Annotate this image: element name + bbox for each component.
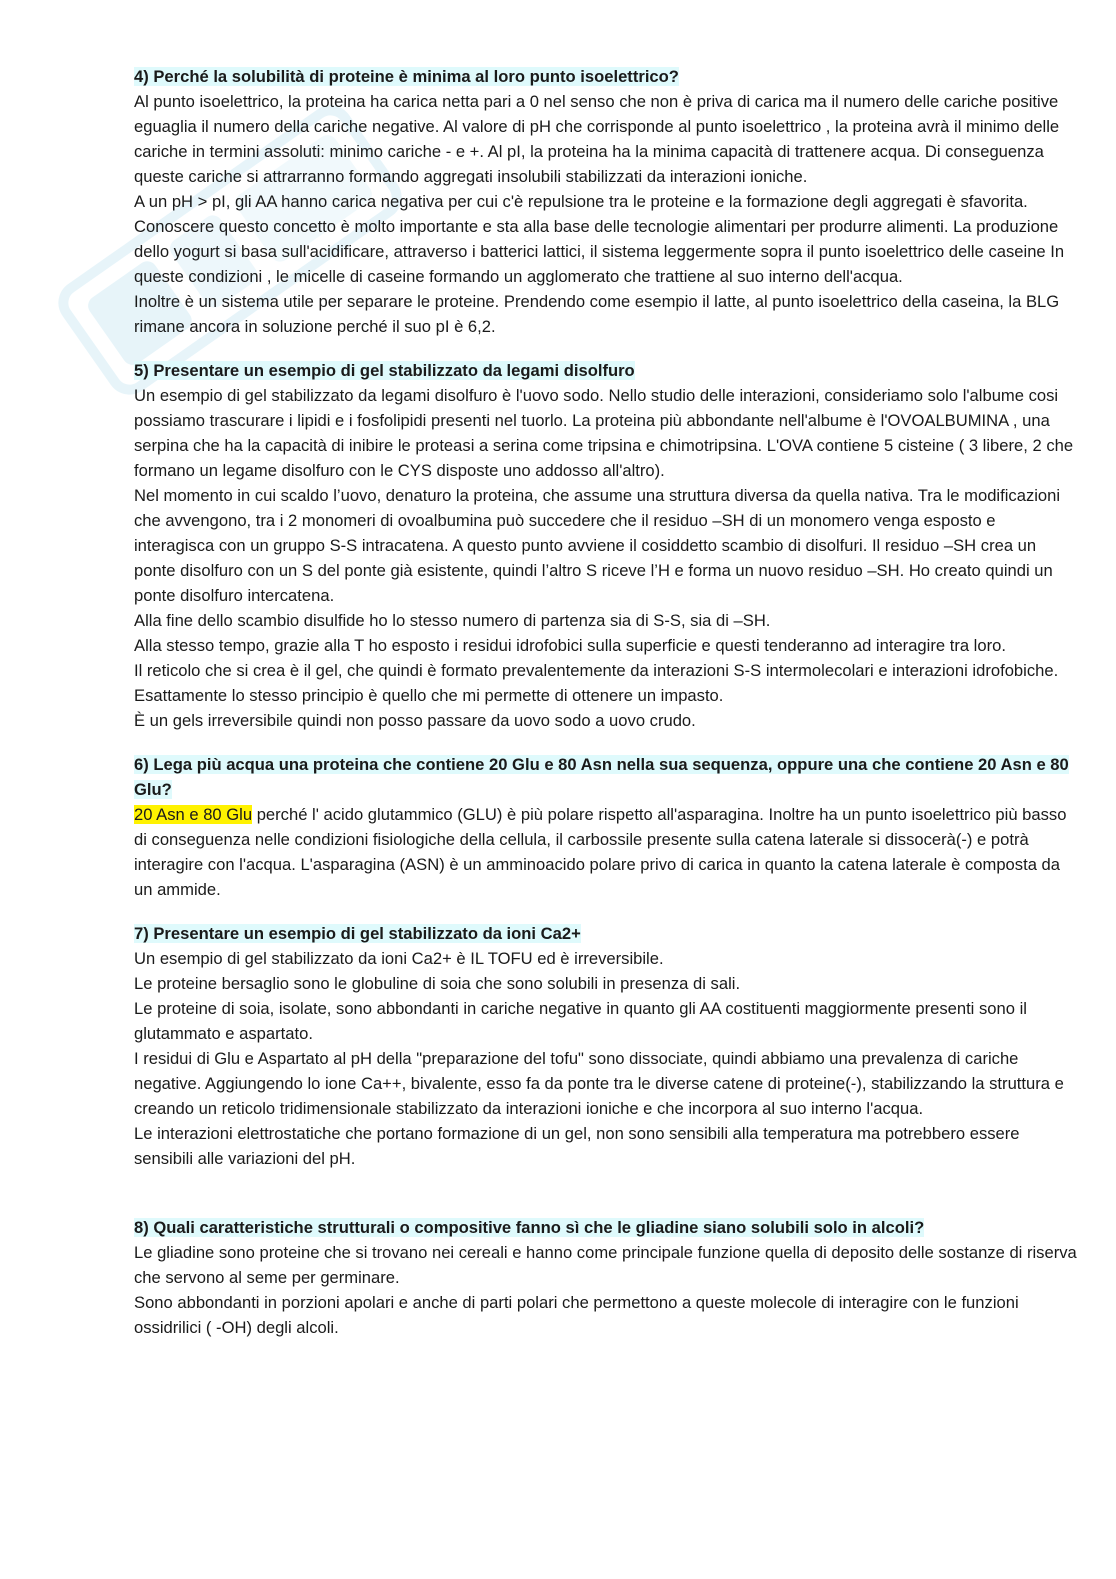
document-content bbox=[134, 64, 1079, 1340]
section-6 bbox=[134, 752, 1079, 902]
paragraph: Sono abbondanti in porzioni apolari e anche di parti polari che permettono a queste molecole di interagire con le funzioni ossidrilici ( -OH) degli alcoli. bbox=[134, 1293, 1019, 1337]
paragraph: Le gliadine sono proteine che si trovano nei cereali e hanno come principale funzione quella di deposito delle sostanze di riserva che servono al seme per germinare. bbox=[134, 1243, 1077, 1287]
paragraph: Le interazioni elettrostatiche che portano formazione di un gel, non sono sensibili alla temperatura ma potrebbero essere sensibili alle variazioni del pH. bbox=[134, 1124, 1020, 1168]
paragraph: È un gels irreversibile quindi non posso passare da uovo sodo a uovo crudo. bbox=[134, 711, 696, 730]
answer-text: perché l' acido glutammico (GLU) è più polare rispetto all'asparagina. Inoltre ha un punto isoelettrico più basso di conseguenza nelle condizioni fisiologiche della cellula, il carbossile presente sulla catena laterale si dissocerà(-) e potrà interagire con l'acqua. L'asparagina (ASN) è un amminoacido polare privo di carica in quanto la catena laterale è composta da un ammide. bbox=[134, 805, 1067, 899]
question-title: 8) Quali caratteristiche strutturali o compositive fanno sì che le gliadine siano solubili solo in alcoli? bbox=[134, 1218, 925, 1237]
paragraph: Le proteine bersaglio sono le globuline di soia che sono solubili in presenza di sali. bbox=[134, 974, 741, 993]
question-title: 5) Presentare un esempio di gel stabilizzato da legami disolfuro bbox=[134, 361, 635, 380]
section-8 bbox=[134, 1215, 1079, 1340]
paragraph: Il reticolo che si crea è il gel, che quindi è formato prevalentemente da interazioni S-S intermolecolari e interazioni idrofobiche. Esattamente lo stesso principio è quello che mi permette di ottenere un impasto. bbox=[134, 661, 1059, 705]
paragraph: Alla fine dello scambio disulfide ho lo stesso numero di partenza sia di S-S, sia di –SH. bbox=[134, 611, 771, 630]
section-5 bbox=[134, 358, 1079, 733]
section-4 bbox=[134, 64, 1079, 339]
paragraph: A un pH > pI, gli AA hanno carica negativa per cui c'è repulsione tra le proteine e la formazione degli aggregati è sfavorita. Conoscere questo concetto è molto importante e sta alla base delle tecnologie alimentari per produrre alimenti. La produzione dello yogurt si basa sull'acidificare, attraverso i batterici lattici, il sistema leggermente sopra il punto isoelettrico delle caseine In queste condizioni , le micelle di caseine formando un agglomerato che trattiene al suo interno dell'acqua. bbox=[134, 192, 1065, 286]
question-title: 4) Perché la solubilità di proteine è minima al loro punto isoelettrico? bbox=[134, 67, 679, 86]
question-title: 6) Lega più acqua una proteina che contiene 20 Glu e 80 Asn nella sua sequenza, oppure una che contiene 20 Asn e 80 Glu? bbox=[134, 755, 1069, 799]
paragraph: Le proteine di soia, isolate, sono abbondanti in cariche negative in quanto gli AA costituenti maggiormente presenti sono il glutammato e aspartato. bbox=[134, 999, 1027, 1043]
paragraph: Inoltre è un sistema utile per separare le proteine. Prendendo come esempio il latte, al punto isoelettrico della caseina, la BLG rimane ancora in soluzione perché il suo pI è 6,2. bbox=[134, 292, 1060, 336]
paragraph: Un esempio di gel stabilizzato da ioni Ca2+ è IL TOFU ed è irreversibile. bbox=[134, 949, 664, 968]
paragraph: Alla stesso tempo, grazie alla T ho esposto i residui idrofobici sulla superficie e questi tenderanno ad interagire tra loro. bbox=[134, 636, 1006, 655]
answer-highlight: 20 Asn e 80 Glu bbox=[134, 805, 253, 824]
paragraph bbox=[134, 802, 1079, 902]
paragraph: Un esempio di gel stabilizzato da legami disolfuro è l'uovo sodo. Nello studio delle interazioni, consideriamo solo l'albume cosi possiamo trascurare i lipidi e i fosfolipidi presenti nel tuorlo. La proteina più abbondante nell'albume è l'OVOALBUMINA , una serpina che ha la capacità di inibire le proteasi a serina come tripsina e chimotripsina. L'OVA contiene 5 cisteine ( 3 libere, 2 che formano un legame disolfuro con le CYS disposte uno addosso all'altro). bbox=[134, 386, 1074, 480]
paragraph: I residui di Glu e Aspartato al pH della "preparazione del tofu" sono dissociate, quindi abbiamo una prevalenza di cariche negative. Aggiungendo lo ione Ca++, bivalente, esso fa da ponte tra le diverse catene di proteine(-), stabilizzando la struttura e creando un reticolo tridimensionale stabilizzato da interazioni ioniche e che incorpora al suo interno l'acqua. bbox=[134, 1049, 1064, 1118]
section-7 bbox=[134, 921, 1079, 1171]
question-title: 7) Presentare un esempio di gel stabilizzato da ioni Ca2+ bbox=[134, 924, 581, 943]
paragraph: Nel momento in cui scaldo l’uovo, denaturo la proteina, che assume una struttura diversa da quella nativa. Tra le modificazioni che avvengono, tra i 2 monomeri di ovoalbumina può succedere che il residuo –SH di un monomero venga esposto e interagisca con un gruppo S-S intracatena. A questo punto avviene il cosiddetto scambio di disolfuri. Il residuo –SH crea un ponte disolfuro con un S del ponte già esistente, quindi l’altro S riceve l’H e forma un nuovo residuo –SH. Ho creato quindi un ponte disolfuro intercatena. bbox=[134, 486, 1061, 605]
paragraph: Al punto isoelettrico, la proteina ha carica netta pari a 0 nel senso che non è priva di carica ma il numero delle cariche positive eguaglia il numero della cariche negative. Al valore di pH che corrisponde al punto isoelettrico , la proteina avrà il minimo delle cariche in termini assoluti: minimo cariche - e +. Al pI, la proteina ha la minima capacità di trattenere acqua. Di conseguenza queste cariche si attrarranno formando aggregati insolubili stabilizzati da interazioni ioniche. bbox=[134, 92, 1060, 186]
